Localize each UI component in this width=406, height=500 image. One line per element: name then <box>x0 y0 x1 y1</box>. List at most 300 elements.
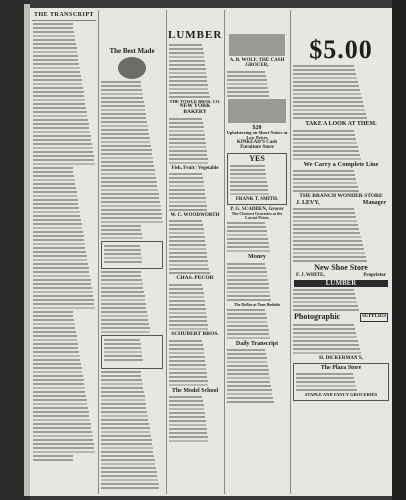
text-line <box>169 424 206 426</box>
text-line <box>169 48 203 50</box>
text-line <box>293 77 357 79</box>
text-line <box>33 219 81 221</box>
text-line <box>227 234 267 236</box>
text-line <box>101 181 157 183</box>
text-line <box>101 161 153 163</box>
text-line <box>101 307 146 309</box>
text-line <box>33 379 84 381</box>
text-line <box>293 138 356 140</box>
text-line <box>169 344 203 346</box>
text-line <box>227 87 268 89</box>
text-line <box>101 177 156 179</box>
text-line <box>227 222 265 224</box>
text-line <box>101 125 148 127</box>
text-line <box>230 193 269 195</box>
text-line <box>104 339 140 341</box>
text-line <box>293 81 358 83</box>
text-line <box>169 173 202 175</box>
text-line <box>33 455 73 457</box>
text-line <box>293 348 360 350</box>
text-line <box>169 316 207 318</box>
text-line <box>33 175 74 177</box>
scadden-heading: P. G. SCADDEN, Grocer <box>230 206 284 212</box>
text-line <box>101 327 150 329</box>
text-line <box>33 35 75 37</box>
text-line <box>33 423 91 425</box>
text-line <box>33 39 75 41</box>
text-line <box>101 463 155 465</box>
text-line <box>33 403 87 405</box>
fish-fruit-heading: Fish, Fruit | Vegetable <box>171 165 219 171</box>
text-line <box>169 412 205 414</box>
masthead-title: THE TRANSCRIPT <box>33 12 95 18</box>
text-line <box>101 379 142 381</box>
ad-box <box>101 335 163 369</box>
text-line <box>169 197 206 199</box>
text-line <box>169 284 202 286</box>
text-line <box>169 189 205 191</box>
text-line <box>33 231 83 233</box>
text-line <box>33 327 75 329</box>
text-line <box>227 349 265 351</box>
text-line <box>169 272 210 274</box>
text-line <box>33 87 83 89</box>
plaza-ad-box <box>293 363 389 401</box>
new-york-bakery-heading: NEW YORK BAKERY <box>179 103 211 116</box>
text-line <box>101 201 160 203</box>
text-line <box>293 309 359 311</box>
text-line <box>101 209 161 211</box>
text-line <box>293 240 362 242</box>
text-line <box>33 143 92 145</box>
text-line <box>227 295 270 297</box>
text-line <box>101 411 147 413</box>
text-line <box>33 287 92 289</box>
text-line <box>101 97 143 99</box>
text-line <box>33 251 86 253</box>
text-line <box>33 31 74 33</box>
text-line <box>293 212 355 214</box>
text-line <box>293 232 360 234</box>
text-line <box>169 68 206 70</box>
text-line <box>227 250 270 252</box>
text-line <box>227 321 267 323</box>
text-line <box>227 337 270 339</box>
text-line <box>101 145 151 147</box>
text-line <box>296 377 354 379</box>
text-line <box>293 252 365 254</box>
text-line <box>293 297 356 299</box>
column-1 <box>32 8 96 496</box>
watch-illustration <box>118 57 146 79</box>
text-line <box>169 64 205 66</box>
text-line <box>33 247 85 249</box>
text-line <box>227 271 267 273</box>
text-line <box>293 105 364 107</box>
text-line <box>33 171 73 173</box>
text-line <box>293 340 358 342</box>
text-line <box>101 447 153 449</box>
text-line <box>104 245 140 247</box>
text-line <box>104 355 142 357</box>
text-line <box>33 71 80 73</box>
text-line <box>227 397 273 399</box>
text-line <box>33 335 77 337</box>
photographic-line <box>292 313 390 321</box>
text-line <box>227 267 266 269</box>
text-line <box>33 179 75 181</box>
text-line <box>101 89 142 91</box>
text-line <box>227 385 271 387</box>
text-line <box>33 391 85 393</box>
levy-role: Manager <box>362 200 386 207</box>
text-line <box>169 60 205 62</box>
text-line <box>169 324 208 326</box>
text-line <box>169 154 207 156</box>
bed-illustration <box>229 34 285 56</box>
text-line <box>33 259 87 261</box>
text-line <box>169 56 204 58</box>
text-line <box>169 220 202 222</box>
text-line <box>169 308 206 310</box>
daily-heading: Daily Transcript <box>235 340 279 347</box>
text-line <box>293 93 361 95</box>
text-line <box>227 83 267 85</box>
text-line <box>101 371 141 373</box>
text-line <box>296 389 357 391</box>
text-line <box>33 443 94 445</box>
text-line <box>169 404 204 406</box>
text-line <box>169 224 203 226</box>
text-line <box>293 289 354 291</box>
text-line <box>33 191 77 193</box>
text-line <box>33 367 82 369</box>
text-line <box>169 256 207 258</box>
text-line <box>101 475 157 477</box>
text-line <box>33 411 89 413</box>
text-line <box>101 279 142 281</box>
text-line <box>169 44 202 46</box>
text-line <box>33 47 77 49</box>
text-line <box>169 360 205 362</box>
text-line <box>293 305 358 307</box>
text-line <box>293 186 358 188</box>
text-line <box>33 295 93 297</box>
column-4 <box>226 8 288 496</box>
text-line <box>33 239 84 241</box>
text-line <box>33 331 76 333</box>
text-line <box>33 363 81 365</box>
text-line <box>169 348 204 350</box>
text-line <box>293 109 365 111</box>
text-line <box>101 303 146 305</box>
text-line <box>293 117 367 119</box>
text-line <box>169 400 203 402</box>
text-line <box>101 431 150 433</box>
text-line <box>293 220 357 222</box>
complete-line-heading: We Carry a Complete Line <box>303 160 379 168</box>
text-line <box>101 375 141 377</box>
text-line <box>33 359 80 361</box>
text-line <box>169 432 207 434</box>
text-line <box>293 146 358 148</box>
text-line <box>169 80 207 82</box>
text-line <box>33 307 95 309</box>
text-line <box>169 244 206 246</box>
text-line <box>227 369 269 371</box>
text-line <box>101 439 152 441</box>
text-line <box>169 300 205 302</box>
text-line <box>101 459 155 461</box>
text-line <box>293 69 355 71</box>
text-line <box>33 99 85 101</box>
text-line <box>33 291 93 293</box>
text-line <box>101 435 151 437</box>
text-line <box>169 264 208 266</box>
text-line <box>33 355 80 357</box>
right-shadow <box>392 0 406 500</box>
text-line <box>101 423 149 425</box>
text-line <box>33 155 94 157</box>
text-line <box>33 139 91 141</box>
text-line <box>33 103 85 105</box>
text-line <box>33 451 95 453</box>
text-line <box>293 73 356 75</box>
text-line <box>101 157 153 159</box>
text-line <box>169 368 206 370</box>
text-line <box>169 288 203 290</box>
text-line <box>169 260 208 262</box>
text-line <box>169 72 206 74</box>
text-line <box>169 292 204 294</box>
text-line <box>33 267 89 269</box>
text-line <box>169 150 207 152</box>
text-line <box>293 190 359 192</box>
text-line <box>33 311 73 313</box>
text-line <box>101 391 144 393</box>
text-line <box>169 340 202 342</box>
text-line <box>101 295 145 297</box>
text-line <box>227 393 272 395</box>
text-line <box>33 371 82 373</box>
model-school-heading: The Model School <box>171 387 219 394</box>
text-line <box>101 101 144 103</box>
text-line <box>227 279 268 281</box>
text-line <box>33 399 87 401</box>
text-line <box>169 76 207 78</box>
dickerman-heading: H. DICKERMAN'S, <box>319 355 363 361</box>
schubert-heading: SCHUBERT BROS. <box>171 331 219 338</box>
text-line <box>169 228 204 230</box>
text-line <box>169 296 204 298</box>
text-line <box>227 377 270 379</box>
text-line <box>101 113 146 115</box>
text-line <box>33 439 93 441</box>
plaza-heading: The Plaza Store <box>320 365 362 372</box>
text-line <box>296 373 353 375</box>
text-line <box>33 91 84 93</box>
text-line <box>101 323 149 325</box>
text-line <box>33 63 79 65</box>
text-line <box>33 151 93 153</box>
text-line <box>227 291 270 293</box>
text-line <box>33 43 76 45</box>
text-line <box>230 165 265 167</box>
text-line <box>169 88 208 90</box>
white-line <box>292 273 390 278</box>
text-line <box>169 364 206 366</box>
text-line <box>230 169 265 171</box>
text-line <box>293 174 355 176</box>
text-line <box>169 232 204 234</box>
text-line <box>33 431 92 433</box>
text-line <box>230 185 268 187</box>
text-line <box>101 471 157 473</box>
text-line <box>33 299 94 301</box>
text-line <box>101 233 142 235</box>
dollar-heading: The Dollar at Your Bedside <box>233 301 281 307</box>
text-line <box>101 213 162 215</box>
text-line <box>101 221 163 223</box>
text-line <box>169 209 207 211</box>
white-name: F. J. WHITE, <box>296 272 325 278</box>
text-line <box>227 283 269 285</box>
text-line <box>169 428 207 430</box>
text-line <box>169 96 210 98</box>
text-line <box>169 352 204 354</box>
take-look-heading: TAKE A LOOK AT THEM. <box>305 121 377 128</box>
text-line <box>296 385 356 387</box>
text-line <box>101 415 148 417</box>
text-line <box>293 130 354 132</box>
upholstering-heading: Upholstering on Short Notice at Low Prices <box>226 129 288 140</box>
text-line <box>33 435 93 437</box>
text-line <box>33 315 73 317</box>
text-line <box>101 225 141 227</box>
text-line <box>101 275 141 277</box>
text-line <box>33 347 78 349</box>
text-line <box>169 328 208 330</box>
frank-smith-heading: FRANK T. SMITH. <box>235 197 279 203</box>
text-line <box>227 238 268 240</box>
text-line <box>169 416 205 418</box>
levy-name: J. LEVY, <box>296 200 320 207</box>
text-line <box>33 343 78 345</box>
text-line <box>169 376 207 378</box>
text-line <box>33 115 87 117</box>
five-dollars-heading: $5.00 <box>309 35 373 64</box>
text-line <box>169 52 204 54</box>
text-line <box>169 252 207 254</box>
text-line <box>101 387 143 389</box>
text-line <box>169 268 209 270</box>
text-line <box>104 253 141 255</box>
text-line <box>227 309 265 311</box>
text-line <box>101 395 145 397</box>
text-line <box>227 361 267 363</box>
text-line <box>169 92 209 94</box>
text-line <box>227 365 268 367</box>
branch-wonder-heading: THE BRANCH WONDER STORE <box>299 193 383 200</box>
text-line <box>293 248 364 250</box>
text-line <box>227 401 274 403</box>
text-line <box>293 85 359 87</box>
text-line <box>227 317 267 319</box>
staple-heading: STAPLE AND FANCY GROCERIES <box>304 392 378 398</box>
text-line <box>169 436 208 438</box>
money-heading: Money <box>248 254 266 261</box>
text-line <box>101 283 143 285</box>
text-line <box>33 263 88 265</box>
text-line <box>293 352 361 354</box>
text-line <box>33 119 88 121</box>
text-line <box>33 23 73 25</box>
text-line <box>33 351 79 353</box>
text-line <box>169 138 205 140</box>
price-20: $20 <box>252 124 262 131</box>
text-line <box>293 236 361 238</box>
text-line <box>227 389 272 391</box>
text-line <box>33 319 74 321</box>
text-line <box>293 216 356 218</box>
text-line <box>33 459 73 461</box>
text-line <box>101 331 150 333</box>
text-line <box>293 142 357 144</box>
text-line <box>293 158 361 160</box>
text-line <box>227 287 269 289</box>
text-line <box>296 381 355 383</box>
text-line <box>101 165 154 167</box>
text-line <box>101 383 143 385</box>
text-line <box>293 101 363 103</box>
text-line <box>293 65 354 67</box>
text-line <box>101 109 145 111</box>
text-line <box>227 313 266 315</box>
text-line <box>33 279 91 281</box>
text-line <box>227 75 266 77</box>
text-line <box>227 357 267 359</box>
text-line <box>101 451 153 453</box>
column-5 <box>292 8 390 496</box>
text-line <box>33 51 77 53</box>
text-line <box>169 130 204 132</box>
text-line <box>293 208 354 210</box>
text-line <box>33 199 78 201</box>
text-line <box>33 323 75 325</box>
text-line <box>101 137 150 139</box>
column-2 <box>100 8 164 496</box>
text-line <box>227 95 269 97</box>
text-line <box>33 407 88 409</box>
text-line <box>169 248 206 250</box>
new-shoe-heading: New Shoe Store <box>314 263 368 273</box>
text-line <box>101 403 146 405</box>
text-line <box>227 79 267 81</box>
photographic-heading: Photographic <box>294 312 341 322</box>
text-line <box>33 167 73 169</box>
text-line <box>33 195 77 197</box>
text-line <box>227 275 267 277</box>
text-line <box>227 230 267 232</box>
supplies-heading: SUPPLIES <box>360 313 388 321</box>
text-line <box>230 181 267 183</box>
text-line <box>230 173 266 175</box>
text-line <box>169 320 207 322</box>
text-line <box>33 395 86 397</box>
lumber-banner: LUMBER <box>294 280 388 287</box>
furniture-illustration <box>228 99 286 123</box>
text-line <box>101 81 141 83</box>
